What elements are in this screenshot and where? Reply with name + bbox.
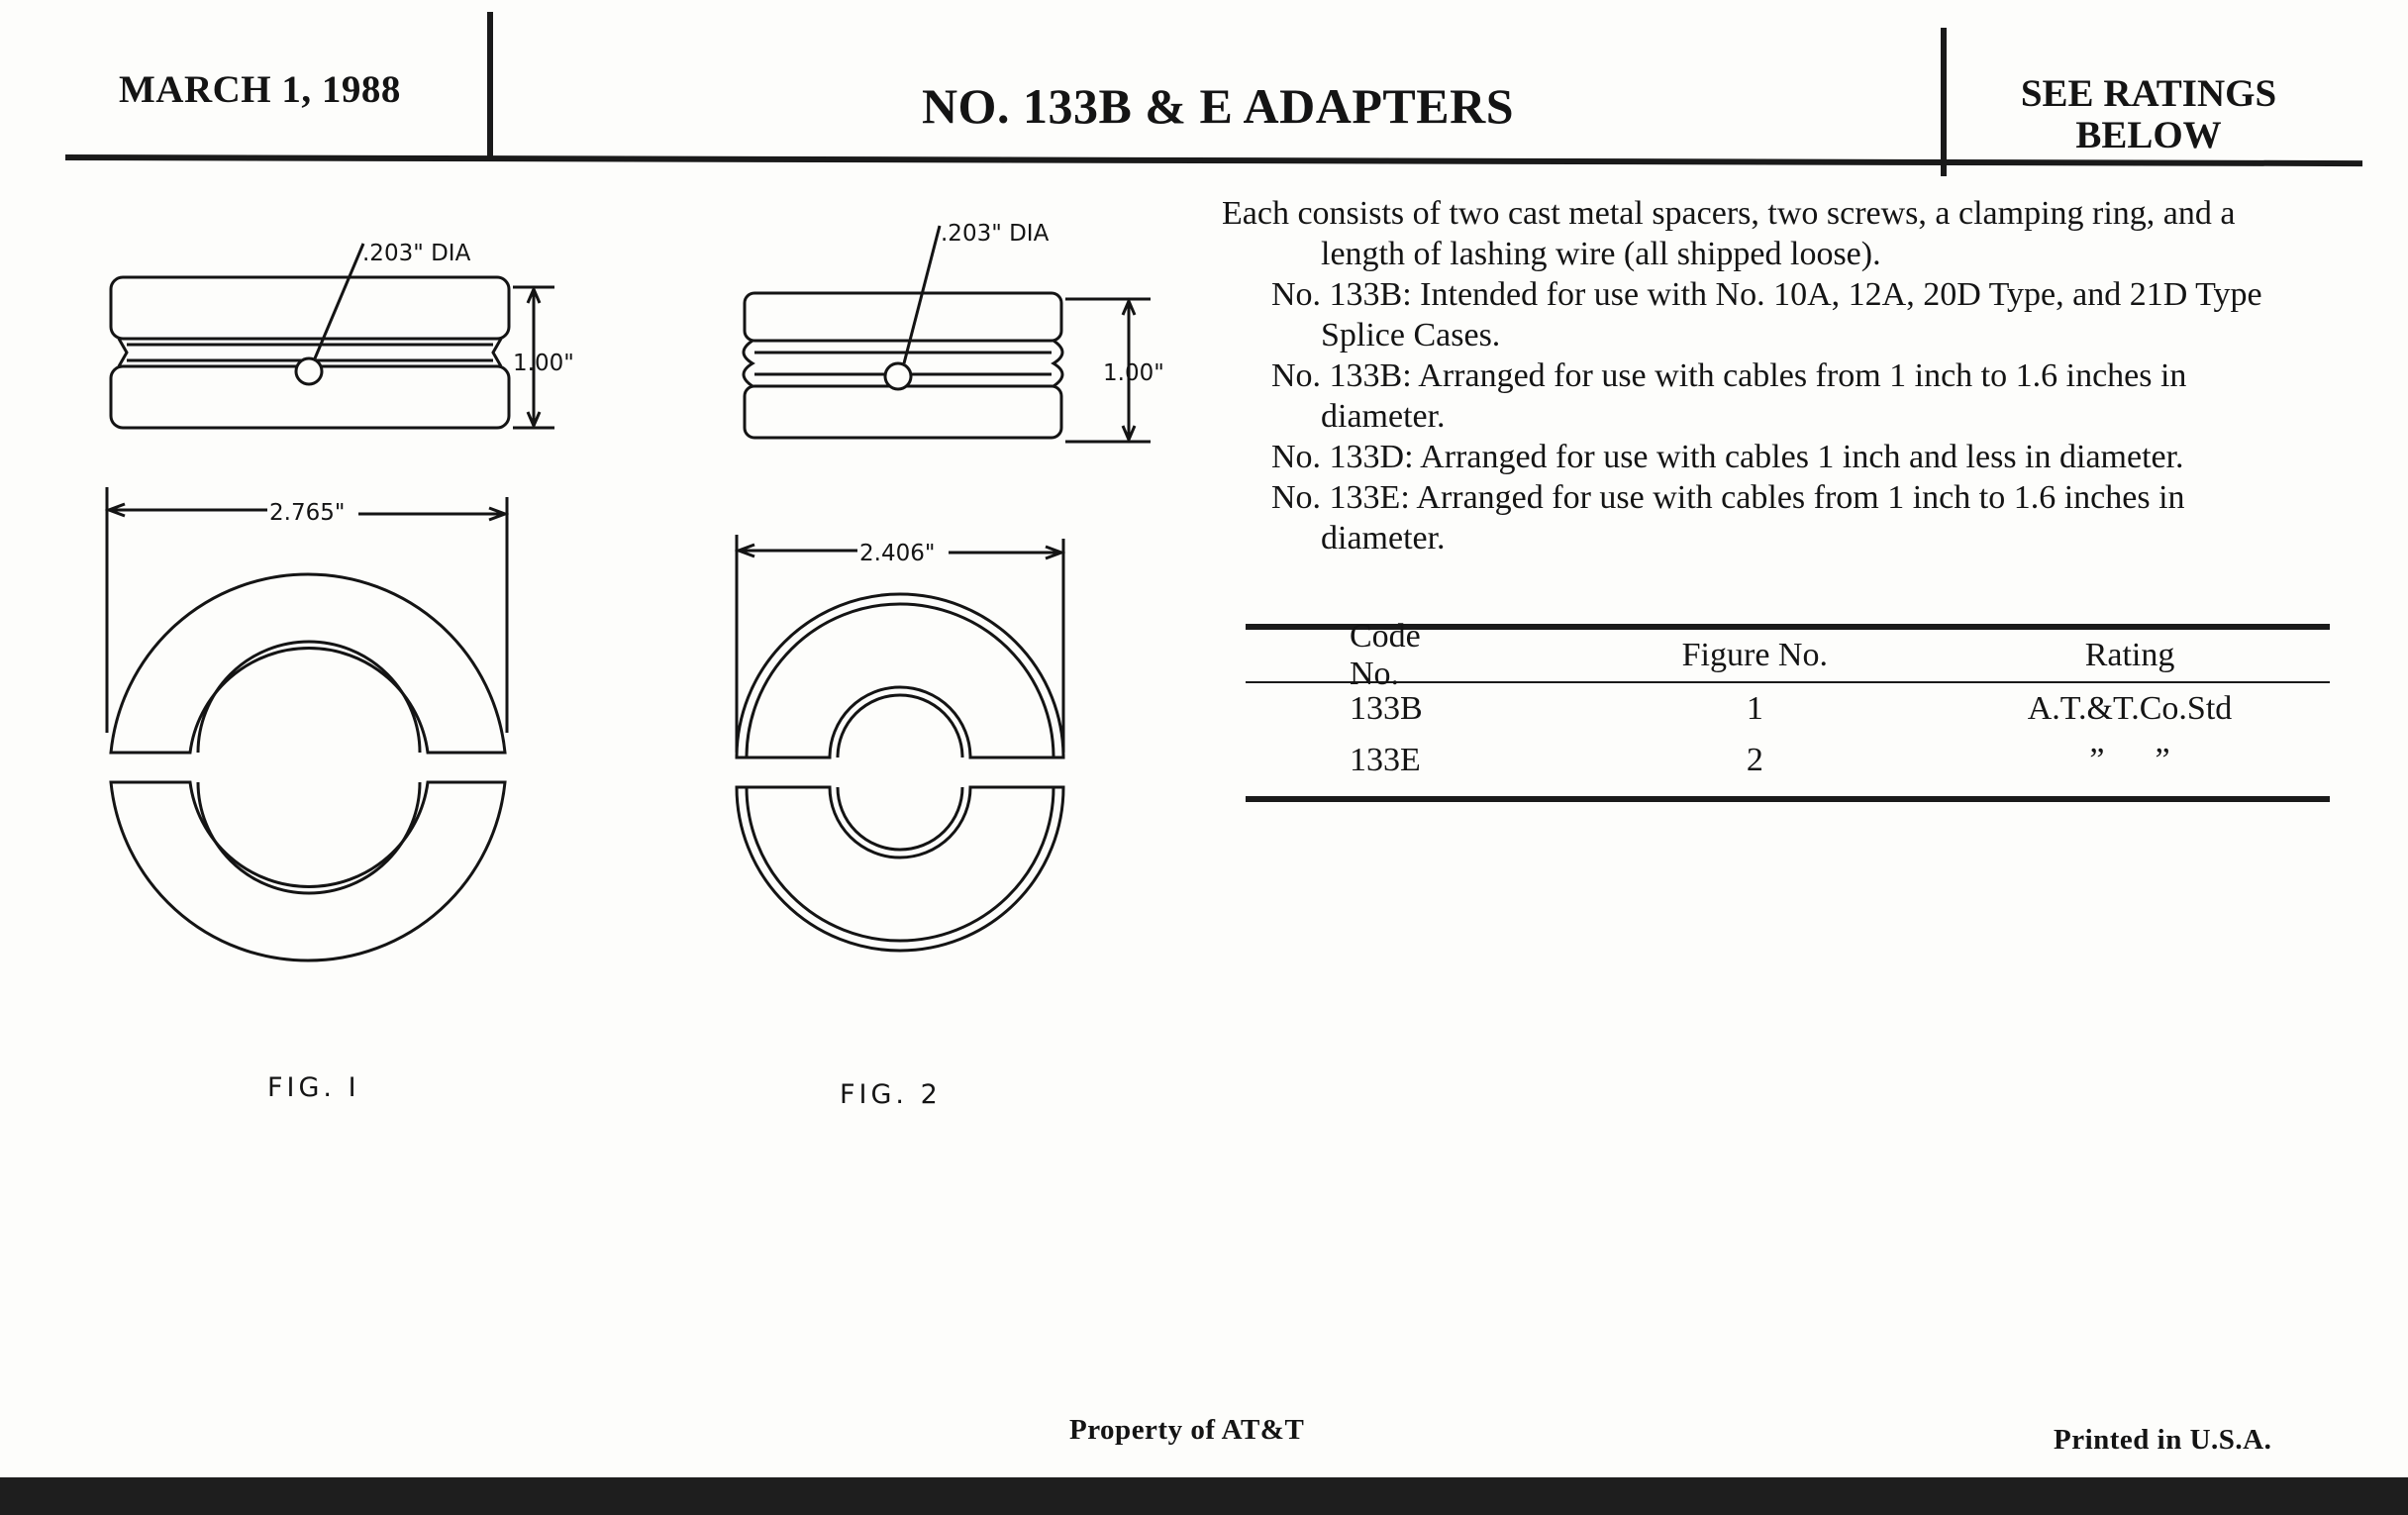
figure-drawings	[0, 0, 1188, 1139]
printed-note: Printed in U.S.A.	[2054, 1424, 2272, 1456]
table-row	[1246, 735, 2330, 786]
fig2-side-view	[744, 226, 1151, 442]
page-title: NO. 133B & E ADAPTERS	[921, 78, 1515, 134]
fig1-side-view	[111, 244, 554, 428]
fig1-width-label: 2.765"	[269, 500, 346, 526]
table-bottom-rule	[1246, 796, 2330, 802]
description-item: No. 133B: Arranged for use with cables from 1 inch to 1.6 inches in diameter.	[1271, 357, 2187, 435]
table-cell-figure: 1	[1746, 690, 1763, 727]
property-note: Property of AT&T	[1069, 1414, 1305, 1446]
date: MARCH 1, 1988	[119, 68, 401, 111]
description	[1222, 193, 2311, 558]
table-cell-code: 133E	[1350, 742, 1421, 778]
scan-border	[0, 1477, 2408, 1515]
header-divider-right	[1941, 28, 1947, 176]
fig2-width-dimension	[737, 535, 1063, 753]
description-item: No. 133B: Intended for use with No. 10A, 12A, 20D Type, and 21D Type Splice Cases.	[1271, 276, 2262, 354]
ratings-line-2: BELOW	[2075, 114, 2222, 156]
fig1-caption: FIG. I	[267, 1072, 360, 1103]
ratings-note	[1956, 73, 2342, 156]
fig2-height-label: 1.00"	[1103, 360, 1164, 386]
description-lead: Each consists of two cast metal spacers, two screws, a clamping ring, and a length of lashing wire (all shipped loose).	[1222, 195, 2236, 272]
fig1-top-view	[111, 574, 505, 960]
column-header-figure: Figure No.	[1681, 637, 1828, 673]
fig2-hole-label: .203" DIA	[941, 221, 1050, 247]
ratings-line-1: SEE RATINGS	[2020, 72, 2277, 115]
table-cell-code: 133B	[1350, 690, 1423, 727]
description-item: No. 133E: Arranged for use with cables from 1 inch to 1.6 inches in diameter.	[1271, 479, 2185, 556]
fig1-height-label: 1.00"	[513, 351, 574, 376]
ratings-table	[1246, 618, 2330, 802]
table-row	[1246, 683, 2330, 735]
fig2-top-view	[737, 594, 1063, 951]
table-header-row	[1246, 618, 2330, 692]
table-cell-rating: A.T.&T.Co.Std	[2027, 690, 2233, 727]
column-header-rating: Rating	[2084, 637, 2175, 673]
fig1-hole-label: .203" DIA	[362, 241, 471, 266]
table-cell-figure: 2	[1746, 742, 1763, 778]
column-header-code: Code No.	[1350, 618, 1421, 692]
fig2-width-label: 2.406"	[859, 541, 936, 566]
fig2-caption: FIG. 2	[840, 1079, 942, 1110]
description-item: No. 133D: Arranged for use with cables 1 inch and less in diameter.	[1271, 439, 2184, 475]
table-cell-rating: ” ”	[2089, 742, 2170, 778]
